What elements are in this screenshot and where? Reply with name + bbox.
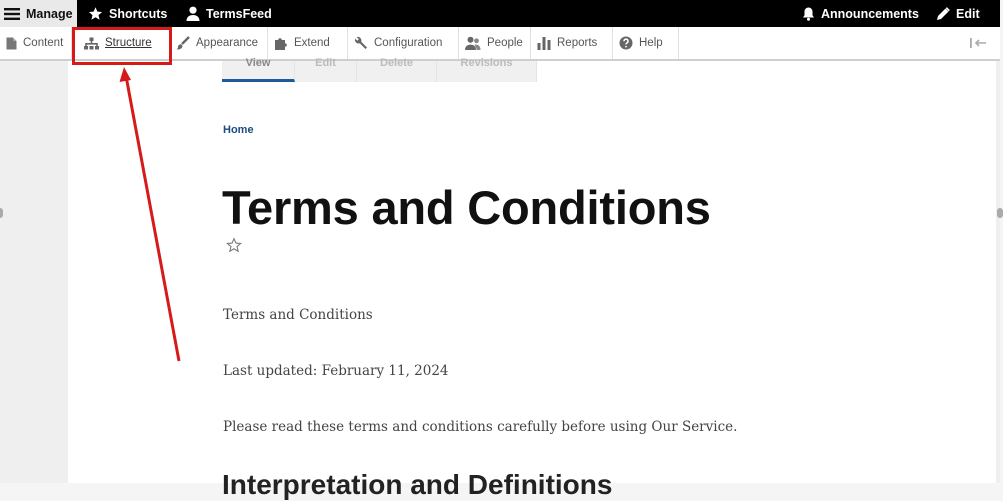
tab-edit-label: Edit: [315, 57, 336, 69]
manage-button[interactable]: [0, 0, 77, 27]
main-content: [68, 57, 996, 500]
body-paragraph-intro: Please read these terms and conditions carefully before using Our Service.: [223, 419, 738, 435]
menu-item-configuration[interactable]: [348, 27, 459, 59]
bar-chart-icon: [537, 36, 551, 50]
body-paragraph-title: Terms and Conditions: [223, 307, 373, 323]
menu-label-reports: Reports: [557, 37, 598, 49]
tab-delete[interactable]: [357, 57, 437, 82]
edit-mode-button[interactable]: [936, 0, 980, 27]
breadcrumb-home-link[interactable]: Home: [223, 124, 254, 136]
user-icon: [186, 6, 200, 21]
right-gutter: [996, 61, 1000, 483]
menu-item-help[interactable]: [613, 27, 679, 59]
collapse-arrow-icon: [969, 37, 987, 49]
bell-icon: [802, 7, 815, 21]
tab-view-label: View: [245, 57, 271, 69]
pencil-icon: [936, 7, 950, 21]
user-account-button[interactable]: [186, 0, 272, 27]
wrench-icon: [354, 36, 368, 50]
user-label: TermsFeed: [206, 6, 272, 21]
menu-label-appearance: Appearance: [196, 37, 259, 49]
menu-label-extend: Extend: [294, 37, 330, 49]
help-icon: [619, 36, 633, 50]
manage-label: Manage: [26, 6, 73, 21]
left-scroll-handle[interactable]: [0, 208, 3, 218]
people-icon: [465, 36, 481, 50]
orientation-toggle-button[interactable]: [964, 33, 992, 53]
shortcuts-button[interactable]: [88, 0, 167, 27]
file-icon: [6, 37, 17, 50]
tab-edit[interactable]: [295, 57, 357, 82]
right-scroll-handle[interactable]: [997, 208, 1003, 218]
body-paragraph-last-updated: Last updated: February 11, 2024: [223, 363, 449, 379]
announcements-label: Announcements: [821, 6, 919, 21]
structure-highlight-box: [72, 27, 172, 65]
menu-label-configuration: Configuration: [374, 37, 443, 49]
menu-item-people[interactable]: [459, 27, 531, 59]
edit-label: Edit: [956, 6, 980, 21]
star-icon: [88, 6, 103, 21]
menu-label-help: Help: [639, 37, 663, 49]
menu-label-structure: Structure: [105, 37, 152, 49]
local-tasks-tabs: [222, 57, 537, 82]
star-icon[interactable]: [226, 237, 242, 253]
menu-item-appearance[interactable]: [170, 27, 268, 59]
tab-delete-label: Delete: [379, 57, 414, 69]
left-gutter: [0, 61, 68, 483]
page-title: Terms and Conditions: [222, 181, 711, 234]
section-heading: Interpretation and Definitions: [222, 469, 613, 500]
menu-label-people: People: [487, 37, 523, 49]
tab-revisions-label: Revisions: [460, 57, 513, 69]
menu-item-content[interactable]: [0, 27, 72, 59]
tab-revisions[interactable]: [437, 57, 537, 82]
menu-item-extend[interactable]: [268, 27, 348, 59]
shortcuts-label: Shortcuts: [109, 6, 168, 21]
menu-item-reports[interactable]: [531, 27, 613, 59]
menu-label-content: Content: [23, 37, 64, 49]
announcements-button[interactable]: [802, 0, 919, 27]
puzzle-icon: [274, 36, 288, 50]
admin-toolbar: [0, 0, 1000, 27]
hamburger-icon: [4, 7, 20, 21]
paintbrush-icon: [176, 36, 190, 50]
tab-view[interactable]: [222, 57, 295, 82]
